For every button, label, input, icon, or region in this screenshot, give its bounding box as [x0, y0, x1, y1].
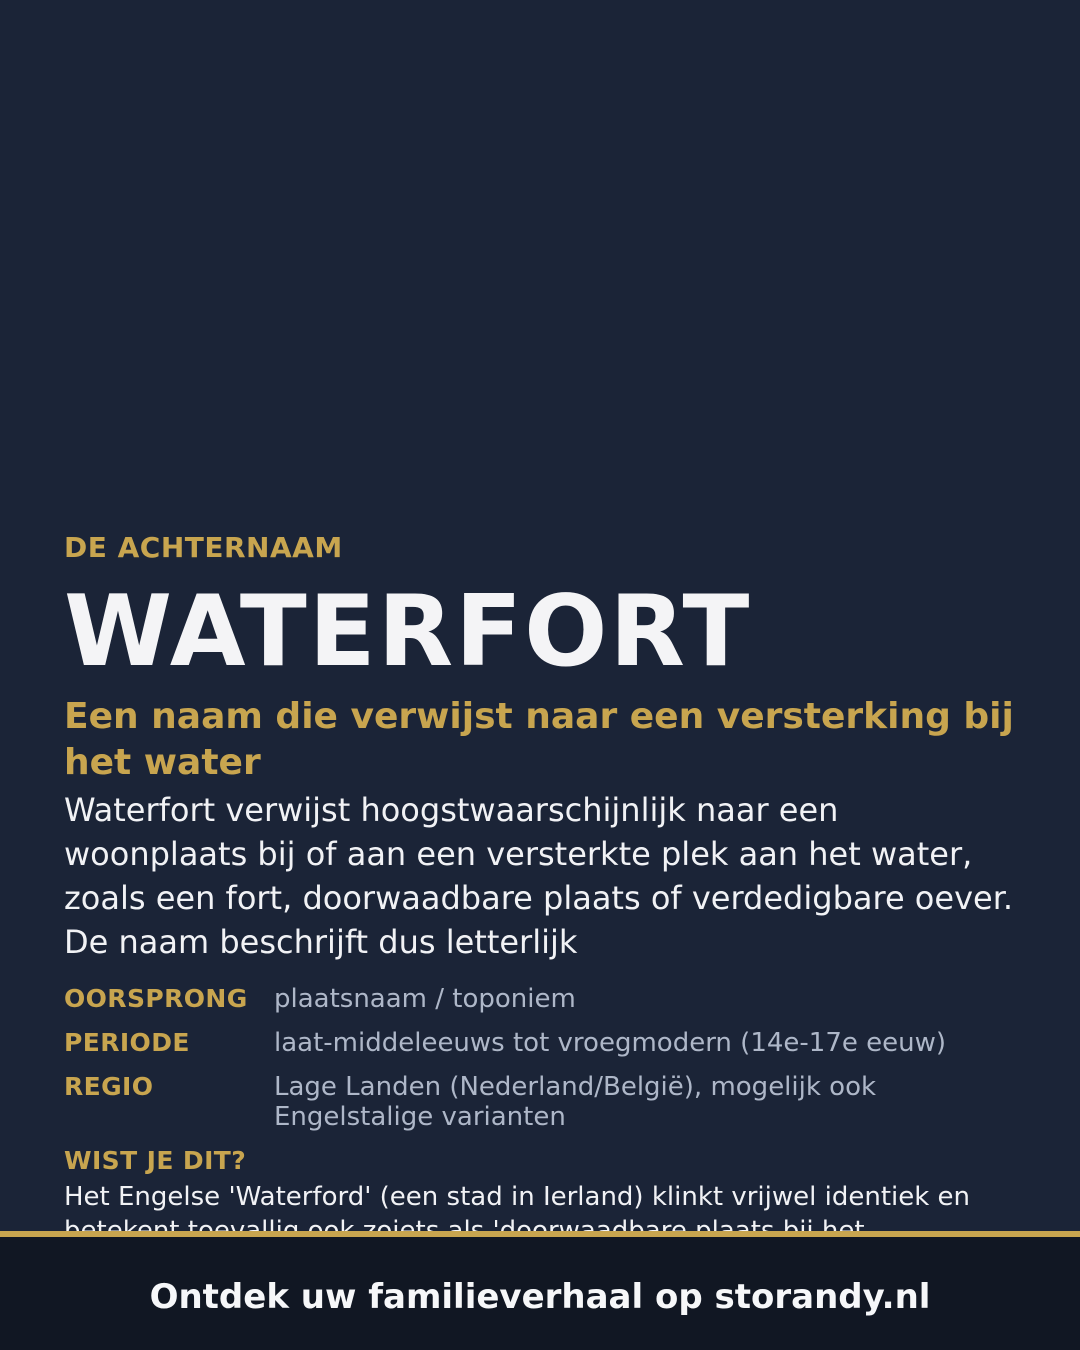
surname-info-card — [64, 530, 1016, 1230]
fact-value-origin: plaatsnaam / toponiem — [274, 984, 576, 1014]
surname-facts — [64, 984, 1016, 1132]
fact-row-origin — [64, 984, 1016, 1014]
fact-row-region — [64, 1072, 1016, 1132]
surname-subtitle: Een naam die verwijst naar een versterking bij het water — [64, 696, 1014, 783]
fact-row-period — [64, 1028, 1016, 1058]
surname-title: WATERFORT — [64, 575, 752, 689]
footer-call-to-action: Ontdek uw familieverhaal op storandy.nl — [149, 1276, 931, 1317]
did-you-know-title: WIST JE DIT? — [64, 1146, 247, 1175]
surname-eyebrow: DE ACHTERNAAM — [64, 531, 343, 564]
fact-value-period: laat-middeleeuws tot vroegmodern (14e-17e eeuw) — [274, 1028, 947, 1058]
fact-label-origin: OORSPRONG — [64, 984, 248, 1013]
fact-value-region: Lage Landen (Nederland/België), mogelijk ook Engelstalige varianten — [274, 1072, 877, 1132]
did-you-know-text: Het Engelse 'Waterford' (een stad in Ierland) klinkt vrijwel identiek en — [64, 1182, 971, 1212]
surname-description: Waterfort verwijst hoogstwaarschijnlijk naar een woonplaats bij of aan een versterkte plek aan het water, zoals een fort, doorwaadbare plaats of verdedigbare oever. De naam beschrijft dus letterlijk — [64, 791, 1014, 961]
fact-label-period: PERIODE — [64, 1028, 190, 1057]
fact-label-region: REGIO — [64, 1072, 154, 1101]
footer-banner — [0, 1231, 1080, 1350]
